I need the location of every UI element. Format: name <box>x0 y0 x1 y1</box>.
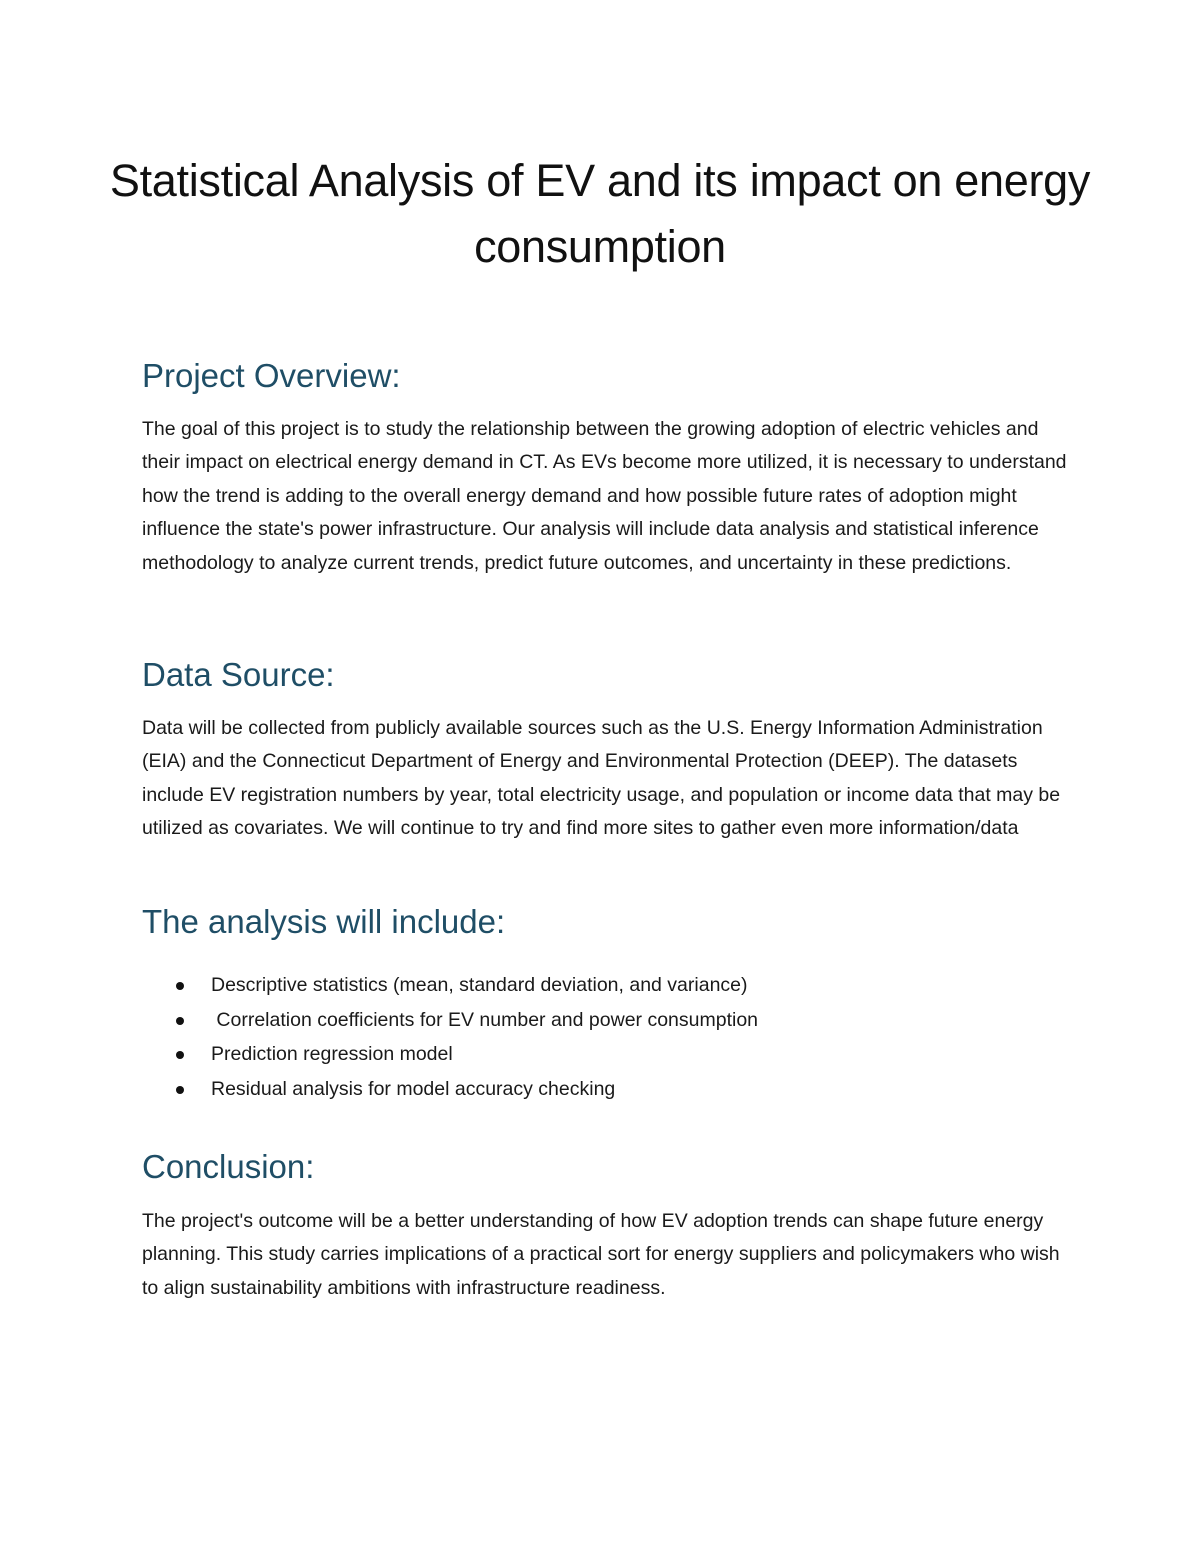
section-heading-project-overview: Project Overview: <box>142 357 401 394</box>
document-title: Statistical Analysis of EV and its impact on energy consumption <box>109 155 1091 272</box>
bullet-icon <box>176 1051 184 1059</box>
section-heading-data-source: Data Source: <box>142 656 335 693</box>
project-overview-paragraph: The goal of this project is to study the relationship between the growing adoption of electric vehicles and their impact on electrical energy demand in CT. As EVs become more utilized, it is necessary to understand how the trend is adding to the overall energy demand and how possible future rates of adoption might influence the state's power infrastructure. Our analysis will include data analysis and statistical inference methodology to analyze current trends, predict future outcomes, and uncertainty in these predictions. <box>142 418 1067 574</box>
list-item-text: Residual analysis for model accuracy checking <box>211 1077 616 1100</box>
bullet-icon <box>176 982 184 990</box>
list-item-text: Prediction regression model <box>211 1043 453 1065</box>
list-item <box>142 968 1042 1003</box>
bullet-icon <box>176 1017 184 1025</box>
list-item-text: Correlation coefficients for EV number and power consumption <box>211 1008 759 1031</box>
list-item <box>142 1003 1042 1038</box>
conclusion-paragraph: The project's outcome will be a better understanding of how EV adoption trends can shape future energy planning. This study carries implications of a practical sort for energy suppliers and policymakers who wish to align sustainability ambitions with infrastructure readiness. <box>142 1210 1060 1299</box>
section-heading-analysis: The analysis will include: <box>142 903 506 940</box>
list-item <box>142 1037 1042 1072</box>
analysis-bullet-list <box>142 968 1042 1106</box>
section-heading-conclusion: Conclusion: <box>142 1148 315 1185</box>
bullet-icon <box>176 1086 184 1094</box>
data-source-paragraph: Data will be collected from publicly available sources such as the U.S. Energy Information Administration (EIA) and the Connecticut Department of Energy and Environmental Protection (DEEP). The datasets include EV registration numbers by year, total electricity usage, and population or income data that may be utilized as covariates. We will continue to try and find more sites to gather even more information/data <box>142 717 1061 840</box>
list-item-text: Descriptive statistics (mean, standard deviation, and variance) <box>211 974 748 996</box>
list-item <box>142 1072 1042 1107</box>
